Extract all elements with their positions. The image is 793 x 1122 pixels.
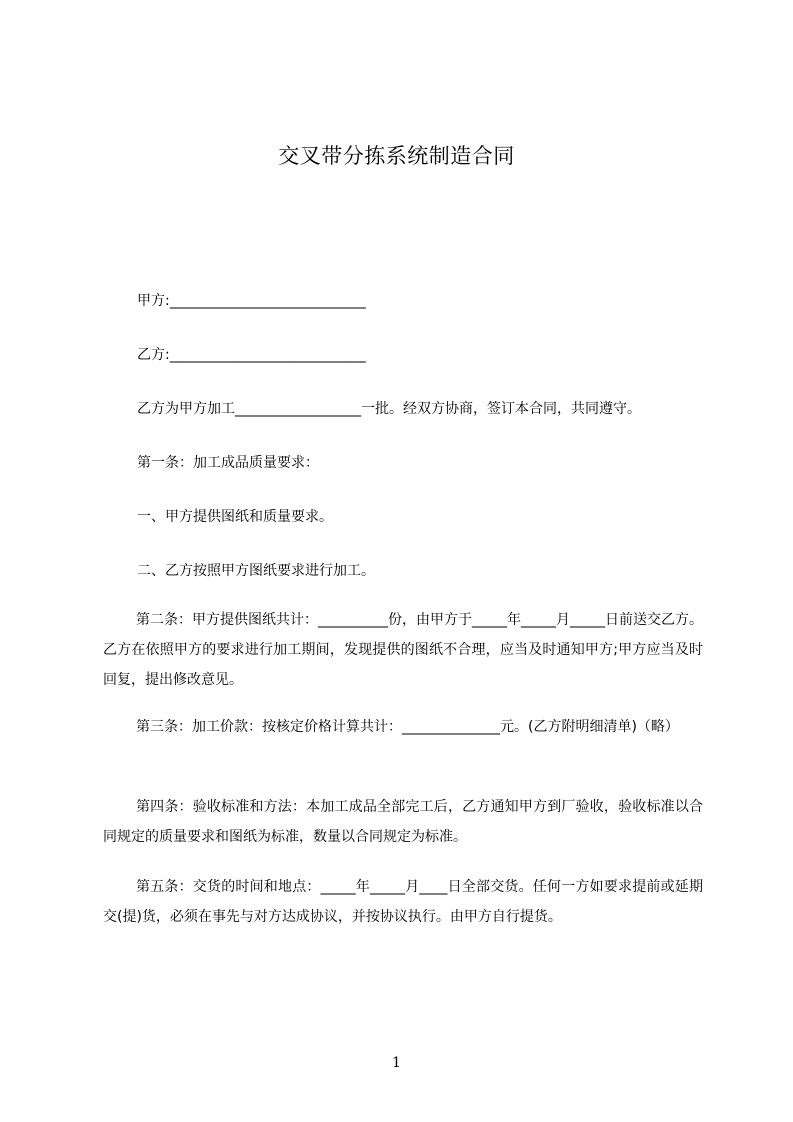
article-2-paragraph: 第二条：甲方提供图纸共计：__________份，由甲方于_____年_____月_____日前送交乙方。乙方在依照甲方的要求进行加工期间，发现提供的图纸不合理，应当及时通知甲方;甲方应当及时回复，提出修改意见。 bbox=[103, 612, 703, 688]
article-1-item-2: 二、乙方按照甲方图纸要求进行加工。 bbox=[137, 563, 375, 579]
document-title: 交叉带分拣系统制造合同 bbox=[278, 144, 515, 168]
article-3-paragraph: 第三条：加工价款：按核定价格计算共计：______________元。(乙方附明细清单)（略） bbox=[136, 719, 679, 735]
article-1-item-1: 一、甲方提供图纸和质量要求。 bbox=[137, 509, 333, 525]
article-1-heading: 第一条：加工成品质量要求： bbox=[137, 455, 319, 471]
party-b-line: 乙方:____________________________ bbox=[137, 347, 366, 363]
page-number: 1 bbox=[392, 1055, 401, 1071]
party-a-line: 甲方:____________________________ bbox=[137, 293, 366, 309]
intro-paragraph: 乙方为甲方加工__________________一批。经双方协商，签订本合同，共同遵守。 bbox=[137, 401, 641, 417]
article-4-paragraph: 第四条：验收标准和方法：本加工成品全部完工后，乙方通知甲方到厂验收，验收标准以合同规定的质量要求和图纸为标准，数量以合同规定为标准。 bbox=[103, 799, 703, 845]
article-5-paragraph: 第五条：交货的时间和地点：_____年_____月____日全部交货。任何一方如要求提前或延期交(提)货，必须在事先与对方达成协议，并按协议执行。由甲方自行提货。 bbox=[103, 879, 703, 925]
